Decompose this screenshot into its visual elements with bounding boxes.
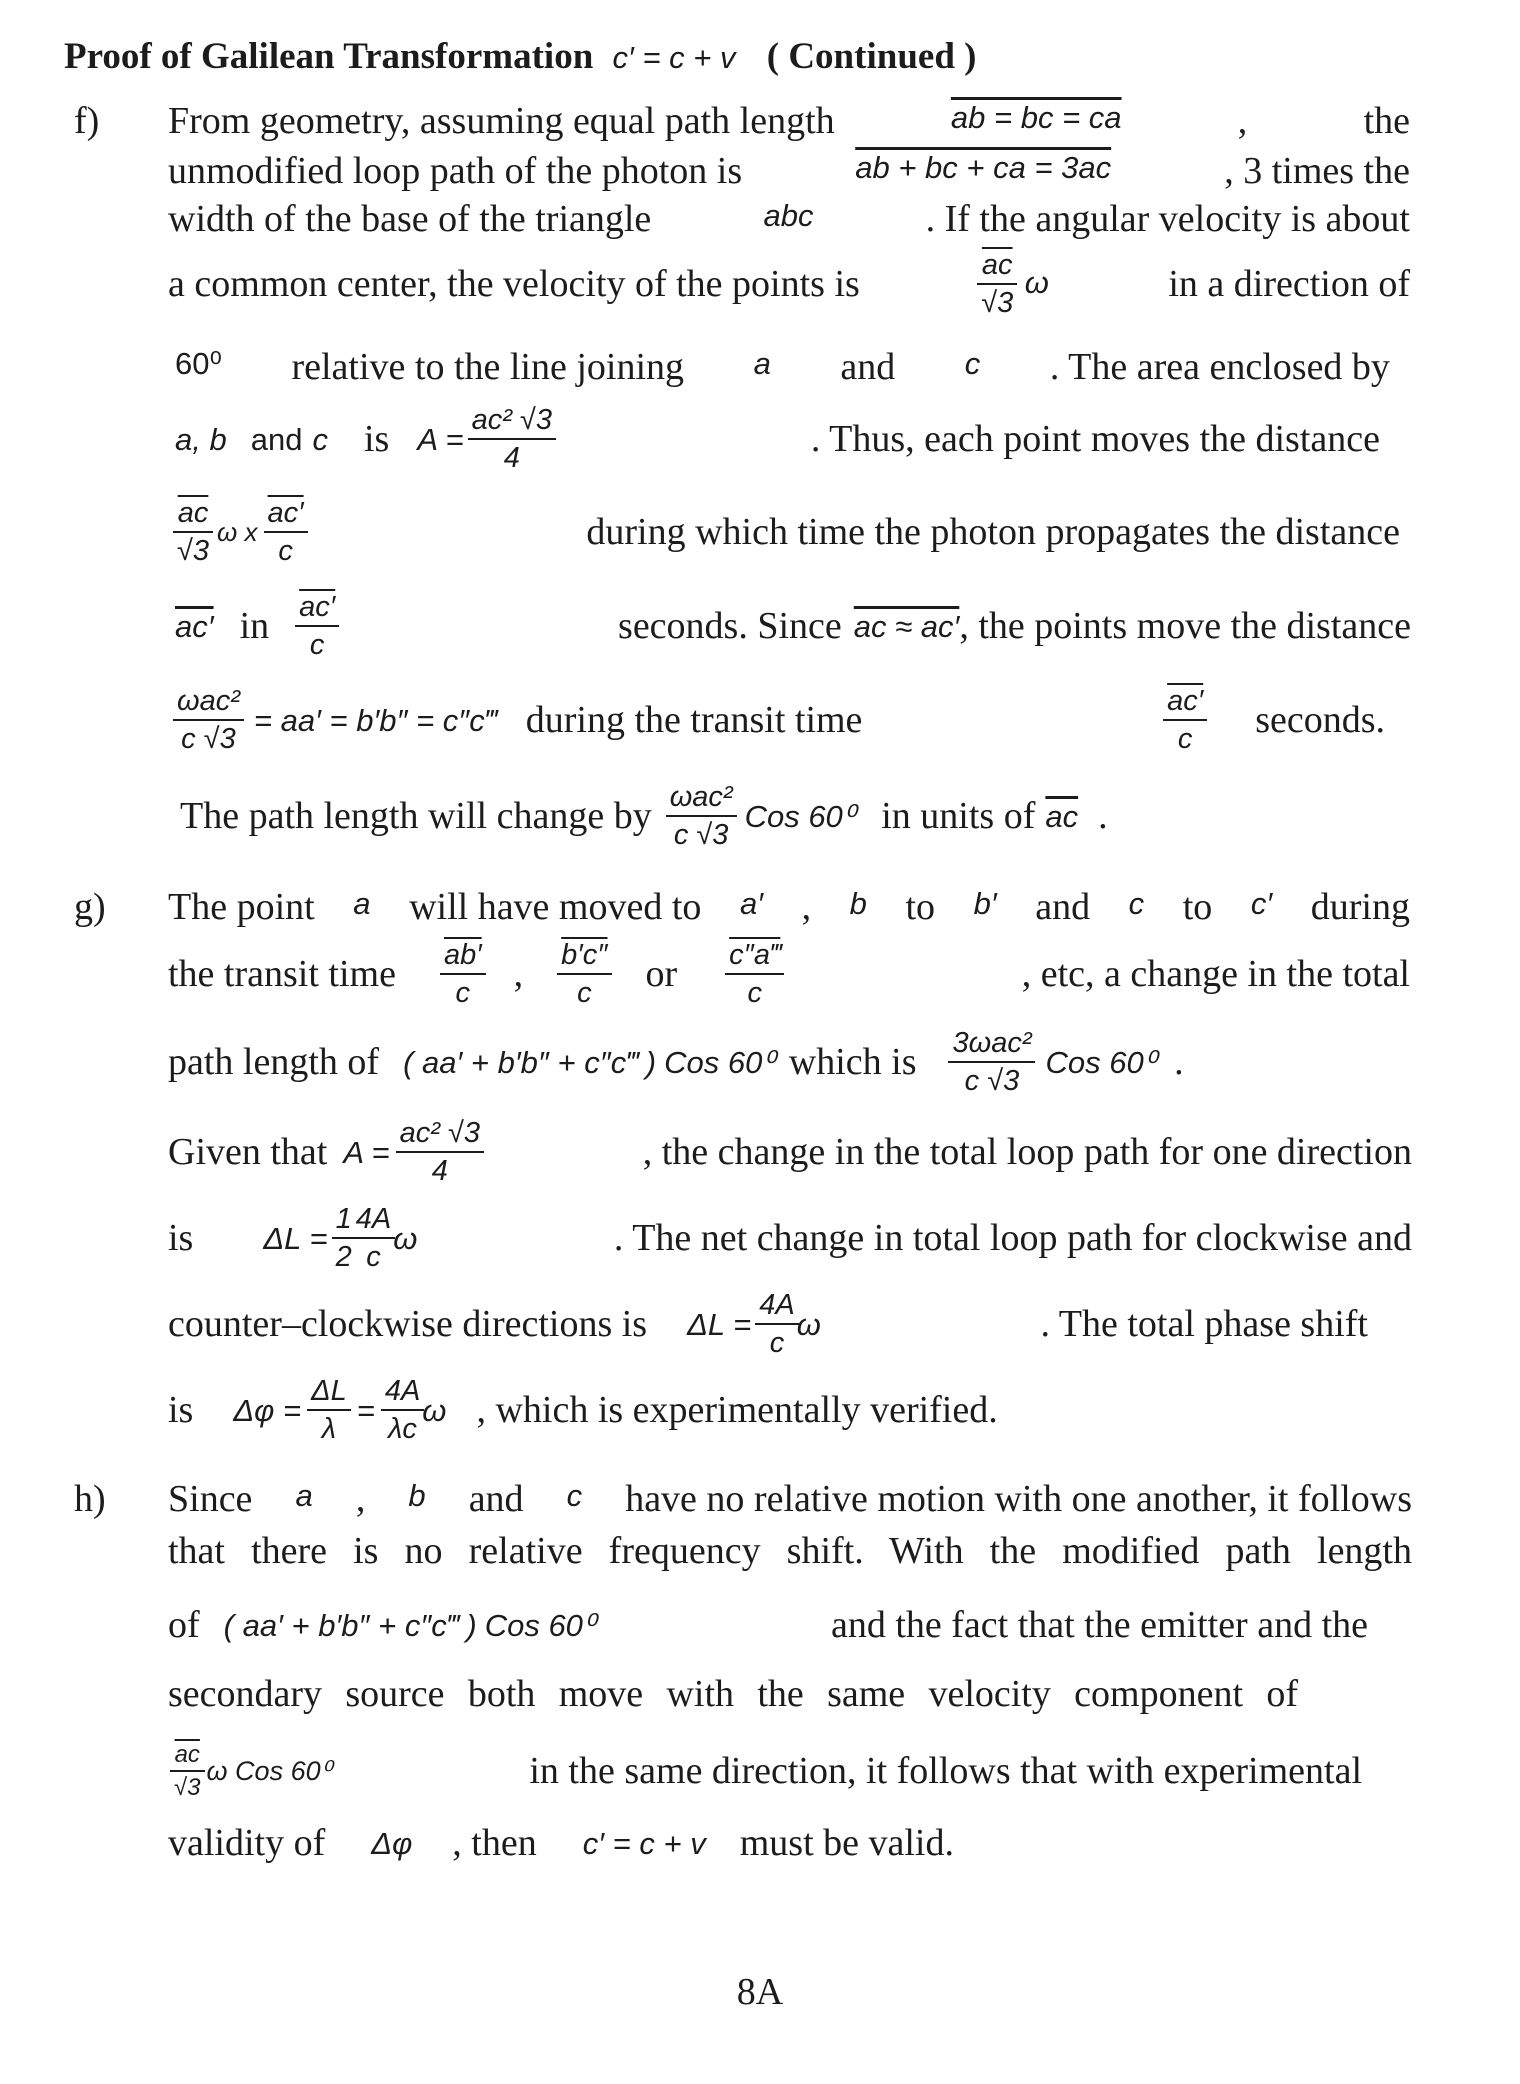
- text: , the points move the distance: [959, 605, 1411, 648]
- section-f-label: f): [74, 100, 100, 142]
- text: From geometry, assuming equal path length: [168, 100, 835, 142]
- denominator: λc: [381, 1409, 424, 1444]
- text: . If the angular velocity is about: [925, 198, 1410, 240]
- equation: abc: [763, 198, 814, 233]
- page-number: 8A: [736, 1971, 784, 2013]
- fraction: [668, 782, 735, 851]
- cos: Cos 60⁰: [744, 798, 856, 834]
- fraction: [175, 498, 211, 567]
- g-line-7: [168, 1376, 998, 1445]
- fraction: [266, 498, 306, 567]
- denominator: c: [725, 973, 784, 1008]
- fraction: [354, 1204, 393, 1273]
- numerator: 4A: [759, 1289, 795, 1321]
- h-line-1: [168, 1480, 1412, 1518]
- numerator: 4A: [355, 1203, 392, 1235]
- text: and: [468, 1478, 524, 1520]
- title-text: Proof of Galilean Transformation: [64, 36, 594, 77]
- g-line-4: [168, 1118, 1412, 1187]
- var: c: [964, 346, 981, 381]
- text: , 3 times the: [1224, 150, 1410, 192]
- text: . The area enclosed by: [1049, 346, 1390, 388]
- f-line-10: [180, 782, 1108, 851]
- numerator: ΔL: [311, 1375, 347, 1407]
- var: Δφ: [371, 1825, 413, 1861]
- var: ΔL =: [263, 1220, 328, 1256]
- h-line-2: that there is no relative frequency shift. With the modified path length: [168, 1530, 1412, 1572]
- h-line-3: [168, 1606, 1368, 1644]
- denominator: 4: [396, 1151, 484, 1186]
- equals: =: [356, 1392, 375, 1428]
- text: . The total phase shift: [1040, 1303, 1368, 1346]
- text: during which time the photon propagates the distance: [586, 511, 1400, 554]
- denominator: c: [352, 1237, 395, 1272]
- numerator: ac² √3: [471, 404, 552, 436]
- text: validity of: [168, 1822, 326, 1864]
- denominator: c √3: [948, 1061, 1035, 1096]
- numerator: 3ωac²: [952, 1027, 1032, 1059]
- var: b: [849, 886, 867, 921]
- f-line-6: [175, 405, 1380, 474]
- text: ,: [355, 1478, 366, 1520]
- vars: a, b: [175, 421, 227, 457]
- text: to: [1182, 886, 1213, 928]
- text: have no relative motion with one another, it follows: [625, 1478, 1412, 1520]
- f-line-7: [175, 498, 1400, 567]
- fraction: [979, 250, 1015, 319]
- denominator: c √3: [173, 719, 244, 754]
- equation: = aa′ = b′b″ = c″c‴: [253, 702, 496, 738]
- denominator: c: [295, 625, 339, 660]
- omega: ω x: [217, 517, 258, 548]
- omega: ω: [796, 1306, 821, 1342]
- fraction: [727, 940, 782, 1009]
- equation: ac ≈ ac′: [853, 608, 960, 644]
- text: in units of: [881, 795, 1036, 838]
- equation: ab = bc = ca: [950, 100, 1122, 135]
- text: in a direction of: [1168, 263, 1410, 306]
- h-line-6: [168, 1824, 954, 1862]
- cos: Cos 60⁰: [1045, 1044, 1157, 1080]
- text: . Thus, each point moves the distance: [810, 418, 1380, 461]
- angle: 60⁰: [175, 346, 222, 381]
- g-line-6: [168, 1290, 1368, 1359]
- title-formula: c′ = c + v: [612, 40, 736, 75]
- text: The point: [168, 886, 315, 928]
- g-line-5: [168, 1204, 1412, 1273]
- text: , which is experimentally verified.: [476, 1389, 998, 1432]
- text: width of the base of the triangle: [168, 198, 652, 240]
- denominator: c: [440, 973, 486, 1008]
- text: and: [840, 346, 896, 388]
- fraction: [297, 592, 337, 661]
- text: a common center, the velocity of the points is: [168, 263, 860, 306]
- equation: ab + bc + ca = 3ac: [855, 150, 1112, 185]
- fraction: [175, 686, 242, 755]
- fraction: [309, 1376, 349, 1445]
- fraction: [559, 940, 609, 1009]
- cos: Cos 60⁰: [484, 1607, 596, 1643]
- numerator: b′c″: [561, 939, 608, 971]
- denominator: √3: [173, 531, 213, 566]
- denominator: c: [755, 1323, 798, 1358]
- text: must be valid.: [739, 1822, 954, 1864]
- var: c′: [1250, 886, 1273, 921]
- var: ΔL =: [687, 1306, 752, 1342]
- numerator: $\overline{ac}$: [174, 1741, 200, 1768]
- text: the transit time: [168, 953, 396, 996]
- text: of: [168, 1604, 200, 1646]
- text: .: [1098, 795, 1108, 838]
- fraction: [334, 1204, 354, 1273]
- fraction: [757, 1290, 796, 1359]
- numerator: ac′: [299, 591, 336, 623]
- var: $\overline{ac}$: [1045, 798, 1079, 834]
- text: in the same direction, it follows that with experimental: [529, 1750, 1362, 1793]
- text: is: [168, 1389, 194, 1432]
- numerator: ac′: [267, 497, 304, 529]
- text: Given that: [168, 1131, 328, 1174]
- text: relative to the line joining: [291, 346, 685, 388]
- var: A =: [417, 421, 464, 457]
- text: will have moved to: [409, 886, 702, 928]
- numerator: 1: [335, 1203, 352, 1235]
- text: is: [363, 418, 390, 461]
- text: which is: [788, 1041, 917, 1084]
- numerator: ab′: [443, 939, 482, 971]
- text: the: [1363, 100, 1410, 142]
- numerator: ac′: [1167, 685, 1204, 717]
- numerator: $\overline{ac}$: [177, 497, 209, 529]
- var: b: [408, 1478, 426, 1513]
- h-line-4: secondary source both move with the same velocity component of: [168, 1673, 1298, 1715]
- denominator: 4: [468, 438, 556, 473]
- text: seconds.: [1255, 699, 1385, 742]
- var: ac′: [175, 608, 214, 644]
- var: a: [353, 886, 371, 921]
- numerator: c″a‴: [729, 939, 781, 971]
- section-g-label: g): [74, 886, 106, 928]
- fraction: [470, 405, 554, 474]
- text: seconds. Since: [618, 605, 842, 648]
- section-h-label: h): [74, 1478, 106, 1520]
- text: ,: [1237, 100, 1248, 142]
- numerator: ac² √3: [399, 1117, 480, 1149]
- text: counter–clockwise directions is: [168, 1303, 648, 1346]
- text: during: [1310, 886, 1410, 928]
- cos: Cos 60⁰: [664, 1044, 775, 1080]
- denominator: c: [264, 531, 308, 566]
- text: is: [168, 1217, 194, 1260]
- denominator: c: [1163, 719, 1207, 754]
- omega: ω: [1024, 265, 1049, 301]
- var: c: [1128, 886, 1145, 921]
- f-line-3: [168, 200, 1410, 238]
- denominator: 2: [332, 1237, 356, 1272]
- text: , the change in the total loop path for one direction: [642, 1131, 1412, 1174]
- fraction: [1165, 686, 1205, 755]
- text: or: [645, 953, 678, 996]
- equation: c′ = c + v: [582, 1825, 706, 1861]
- text: ,: [801, 886, 812, 928]
- text: , then: [452, 1822, 537, 1864]
- f-line-5: [175, 348, 1390, 386]
- equation: ( aa′ + b′b″ + c″c‴ ): [223, 1607, 477, 1643]
- denominator: c: [557, 973, 611, 1008]
- fraction: [398, 1118, 482, 1187]
- text: and the fact that the emitter and the: [830, 1604, 1368, 1646]
- g-line-2: [168, 940, 1410, 1009]
- f-line-9: [175, 686, 1385, 755]
- var: a: [753, 346, 771, 381]
- f-line-4: [168, 250, 1410, 319]
- text: to: [905, 886, 936, 928]
- text: , etc, a change in the total: [1021, 953, 1410, 996]
- text: unmodified loop path of the photon is: [168, 150, 743, 192]
- fraction: [950, 1028, 1033, 1097]
- numerator: $\overline{ac}$: [981, 249, 1013, 281]
- text: and: [1035, 886, 1091, 928]
- numerator: ωac²: [177, 685, 240, 717]
- fraction: [172, 1742, 203, 1800]
- title-suffix: ( Continued ): [766, 36, 977, 77]
- omega: ω: [422, 1392, 447, 1428]
- text: and: [250, 421, 303, 457]
- page-title: [64, 38, 976, 75]
- f-line-2: [168, 152, 1410, 190]
- numerator: ωac²: [669, 781, 733, 813]
- var: c: [566, 1478, 583, 1513]
- var: Δφ =: [233, 1392, 302, 1428]
- denominator: c √3: [666, 815, 737, 850]
- cos: ω Cos 60⁰: [206, 1755, 332, 1786]
- var: c: [312, 421, 328, 457]
- equation: ( aa′ + b′b″ + c″c‴ ): [403, 1044, 657, 1080]
- omega: ω: [393, 1220, 418, 1256]
- text: Since: [168, 1478, 253, 1520]
- text: . The net change in total loop path for clockwise and: [613, 1217, 1412, 1260]
- denominator: √3: [977, 283, 1017, 318]
- g-line-1: [168, 888, 1410, 926]
- text: path length of: [168, 1041, 380, 1084]
- text: in: [239, 605, 270, 648]
- h-line-5: [172, 1742, 1362, 1800]
- fraction: [383, 1376, 422, 1445]
- denominator: √3: [170, 1770, 205, 1800]
- var: b′: [973, 886, 997, 921]
- g-line-3: [168, 1028, 1418, 1097]
- f-line-8: [175, 592, 1411, 661]
- f-line-1: [168, 102, 1410, 140]
- fraction: [442, 940, 484, 1009]
- text: ,: [513, 953, 524, 996]
- var: a: [295, 1478, 313, 1513]
- var: a′: [739, 886, 764, 921]
- text: .: [1174, 1041, 1184, 1084]
- text: during the transit time: [525, 699, 863, 742]
- var: A =: [343, 1134, 390, 1170]
- denominator: λ: [307, 1409, 351, 1444]
- text: The path length will change by: [180, 795, 652, 838]
- numerator: 4A: [384, 1375, 421, 1407]
